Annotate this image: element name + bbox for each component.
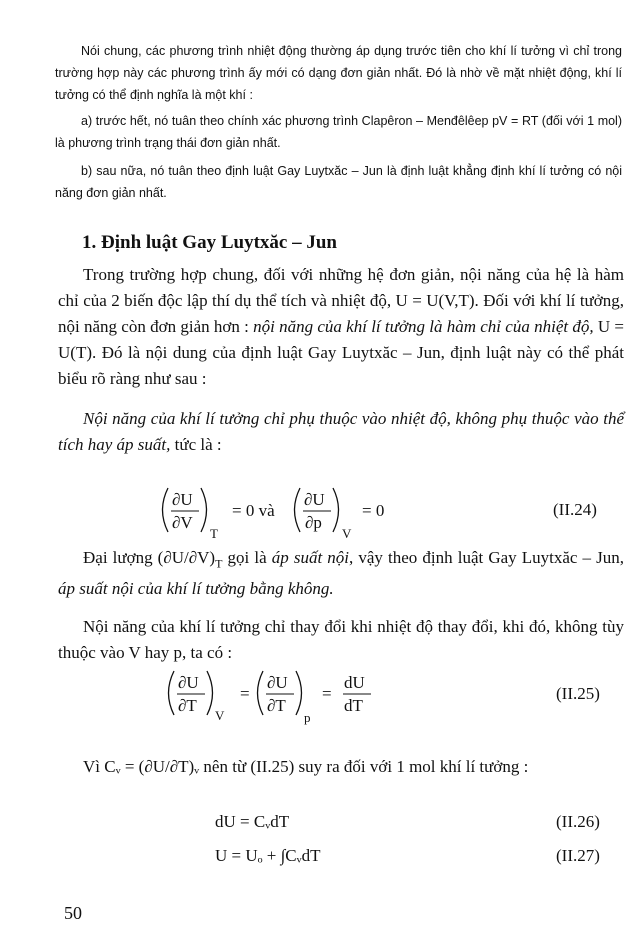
int-italic-2: áp suất nội của khí lí tưởng bằng không.: [58, 579, 334, 599]
eq24-sub-2: V: [342, 526, 352, 541]
law-statement: [58, 406, 624, 458]
eq25-sub-1: V: [215, 708, 225, 723]
main-paragraph: [58, 262, 624, 392]
main-paragraph-part-1: Trong trường hợp chung, đối với những hệ đơn giản, nội năng của hệ là hàm chỉ của 2 biến độc lập thí dụ thể tích và nhiệt độ, U = U(V,T). Đối với khí lí tưởng, nội năng còn đơn giản hơn :: [58, 265, 624, 336]
eq25-num-2: ∂U: [267, 673, 288, 692]
eq24-sub-1: T: [210, 526, 218, 541]
int-part-2: gọi là: [222, 548, 272, 567]
eq24-end: = 0: [362, 501, 385, 520]
eq25-den-3: dT: [344, 696, 363, 715]
intro-paragraph-1: Nói chung, các phương trình nhiệt động thường áp dụng trước tiên cho khí lí tưởng vì chỉ trong trường hợp này các phương trình ấy mới có dạng đơn giản nhất. Đó là nhờ về mặt nhiệt động, khí lí tưởng có thể định nghĩa là một khí :: [55, 44, 622, 102]
eq27-label: (II.27): [556, 846, 600, 865]
paren-right-1: [201, 488, 207, 532]
eq26-label: (II.26): [556, 812, 600, 831]
intro-item-a: a) trước hết, nó tuân theo chính xác phương trình Clapêron – Menđêlêep pV = RT (đối với 1 mol) là phương trình trạng thái đơn giản nhất.: [55, 114, 622, 150]
law-italic: Nội năng của khí lí tưởng chỉ phụ thuộc vào nhiệt độ, không phụ thuộc vào thể tích hay áp suất,: [58, 409, 624, 454]
eq26: dU = CᵥdT: [215, 812, 290, 831]
int-sub: T: [215, 556, 223, 571]
int-part-1: Đại lượng (∂U/∂V): [83, 548, 216, 567]
intro-item-b: b) sau nữa, nó tuân theo định luật Gay Luytxăc – Jun là định luật khẳng định khí lí tưởng có nội năng đơn giản nhất.: [55, 164, 622, 200]
paren-left-2: [295, 488, 301, 532]
change-paragraph: Nội năng của khí lí tưởng chỉ thay đổi khi nhiệt độ thay đổi, khi đó, không tùy thuộc vào V hay p, ta có :: [58, 617, 624, 662]
eq25-num-3: dU: [344, 673, 365, 692]
eq24-den-1: ∂V: [172, 513, 193, 532]
paren-right-2: [333, 488, 339, 532]
eq25-den-1: ∂T: [178, 696, 197, 715]
eq24-num-1: ∂U: [172, 490, 193, 509]
eq25-paren-right-2: [296, 671, 302, 715]
int-part-3: , vậy theo định luật Gay Luytxăc – Jun,: [349, 548, 625, 567]
eq25-paren-right-1: [207, 671, 213, 715]
eq25-paren-left-1: [169, 671, 175, 715]
eq27: U = Uₒ + ∫CᵥdT: [215, 846, 321, 865]
eq25-equals-1: =: [240, 684, 250, 703]
internal-pressure-paragraph: [58, 545, 624, 602]
eq25-sub-2: p: [304, 710, 311, 725]
eq24-num-2: ∂U: [304, 490, 325, 509]
eq25-den-2: ∂T: [267, 696, 286, 715]
cv-paragraph: Vì Cᵥ = (∂U/∂T)ᵥ nên từ (II.25) suy ra đối với 1 mol khí lí tưởng :: [83, 757, 529, 776]
main-paragraph-part-2: U = U(T). Đó là nội dung của định luật Gay Luytxăc – Jun, định luật này có thể phát biểu rõ ràng như sau :: [58, 317, 624, 388]
main-paragraph-italic: nội năng của khí lí tưởng là hàm chỉ của nhiệt độ,: [253, 317, 594, 336]
eq24-label: (II.24): [553, 500, 597, 519]
eq24-mid: = 0 và: [232, 501, 275, 520]
page-number: 50: [64, 903, 82, 923]
section-heading: 1. Định luật Gay Luytxăc – Jun: [82, 232, 337, 253]
eq25-equals-2: =: [322, 684, 332, 703]
eq24-den-2: ∂p: [305, 513, 322, 532]
eq25-label: (II.25): [556, 684, 600, 703]
eq25-num-1: ∂U: [178, 673, 199, 692]
eq25-paren-left-2: [258, 671, 264, 715]
law-tail: tức là :: [170, 435, 222, 454]
int-italic-1: áp suất nội: [271, 548, 350, 567]
paren-left-1: [163, 488, 169, 532]
